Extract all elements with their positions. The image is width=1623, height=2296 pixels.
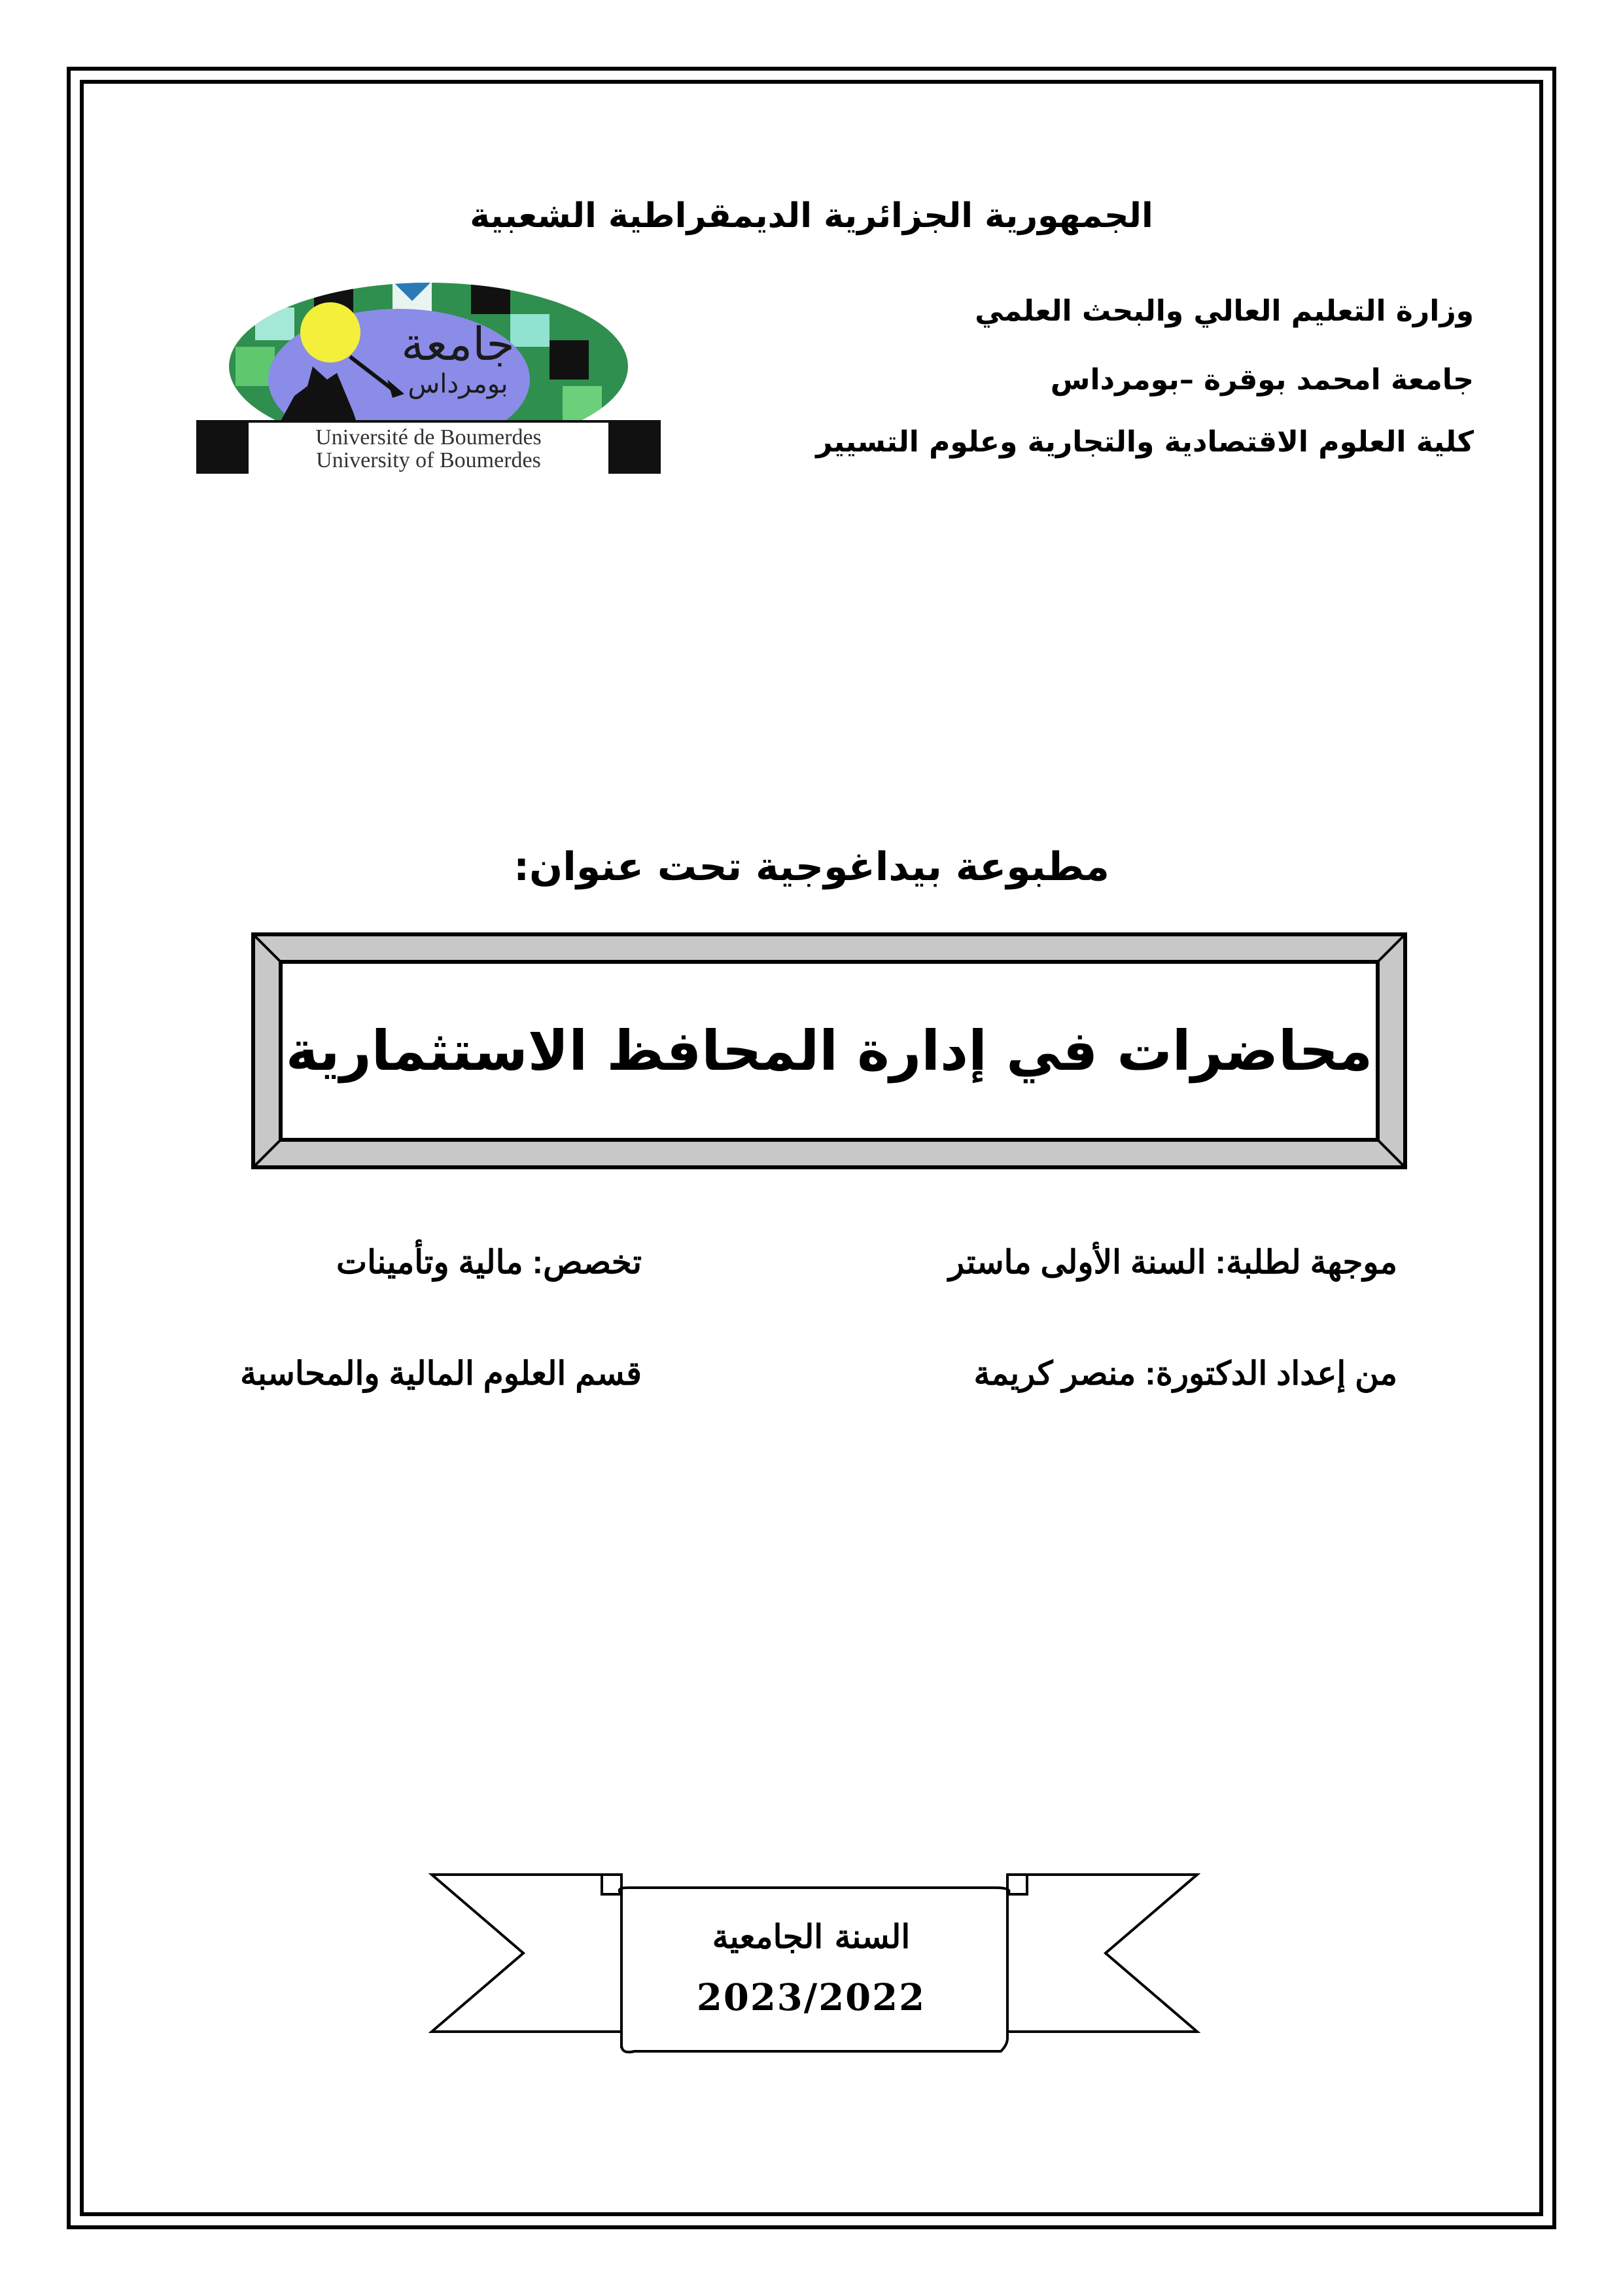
academic-year-value: 2023/2022 <box>696 1976 926 2019</box>
specialty: تخصص: مالية وتأمينات <box>336 1244 642 1280</box>
faculty-line: كلية العلوم الاقتصادية والتجارية وعلوم التسيير <box>816 425 1474 459</box>
logo-arabic-city: بومرداس <box>408 369 508 399</box>
ministry-line: وزارة التعليم العالي والبحث العلمي <box>975 294 1474 328</box>
university-line: جامعة امحمد بوقرة –بومرداس <box>1050 363 1474 397</box>
academic-year-label: السنة الجامعية <box>712 1917 911 1956</box>
department: قسم العلوم المالية والمحاسبة <box>240 1355 642 1392</box>
logo-french-line: Université de Boumerdes <box>315 425 542 450</box>
author: من إعداد الدكتورة: منصر كريمة <box>973 1355 1397 1392</box>
university-logo <box>196 281 661 478</box>
sun-icon <box>300 302 360 362</box>
logo-arabic-name: جامعة <box>401 317 515 371</box>
document-title: محاضرات في إدارة المحافظ الاستثمارية <box>285 1019 1373 1083</box>
academic-year-banner <box>425 1868 1204 2058</box>
logo-english-line: University of Boumerdes <box>316 448 541 472</box>
target-audience: موجهة لطلبة: السنة الأولى ماستر <box>949 1244 1397 1280</box>
republic-heading: الجمهورية الجزائرية الديمقراطية الشعبية <box>470 196 1153 236</box>
document-subtitle: مطبوعة بيداغوجية تحت عنوان: <box>514 844 1109 890</box>
